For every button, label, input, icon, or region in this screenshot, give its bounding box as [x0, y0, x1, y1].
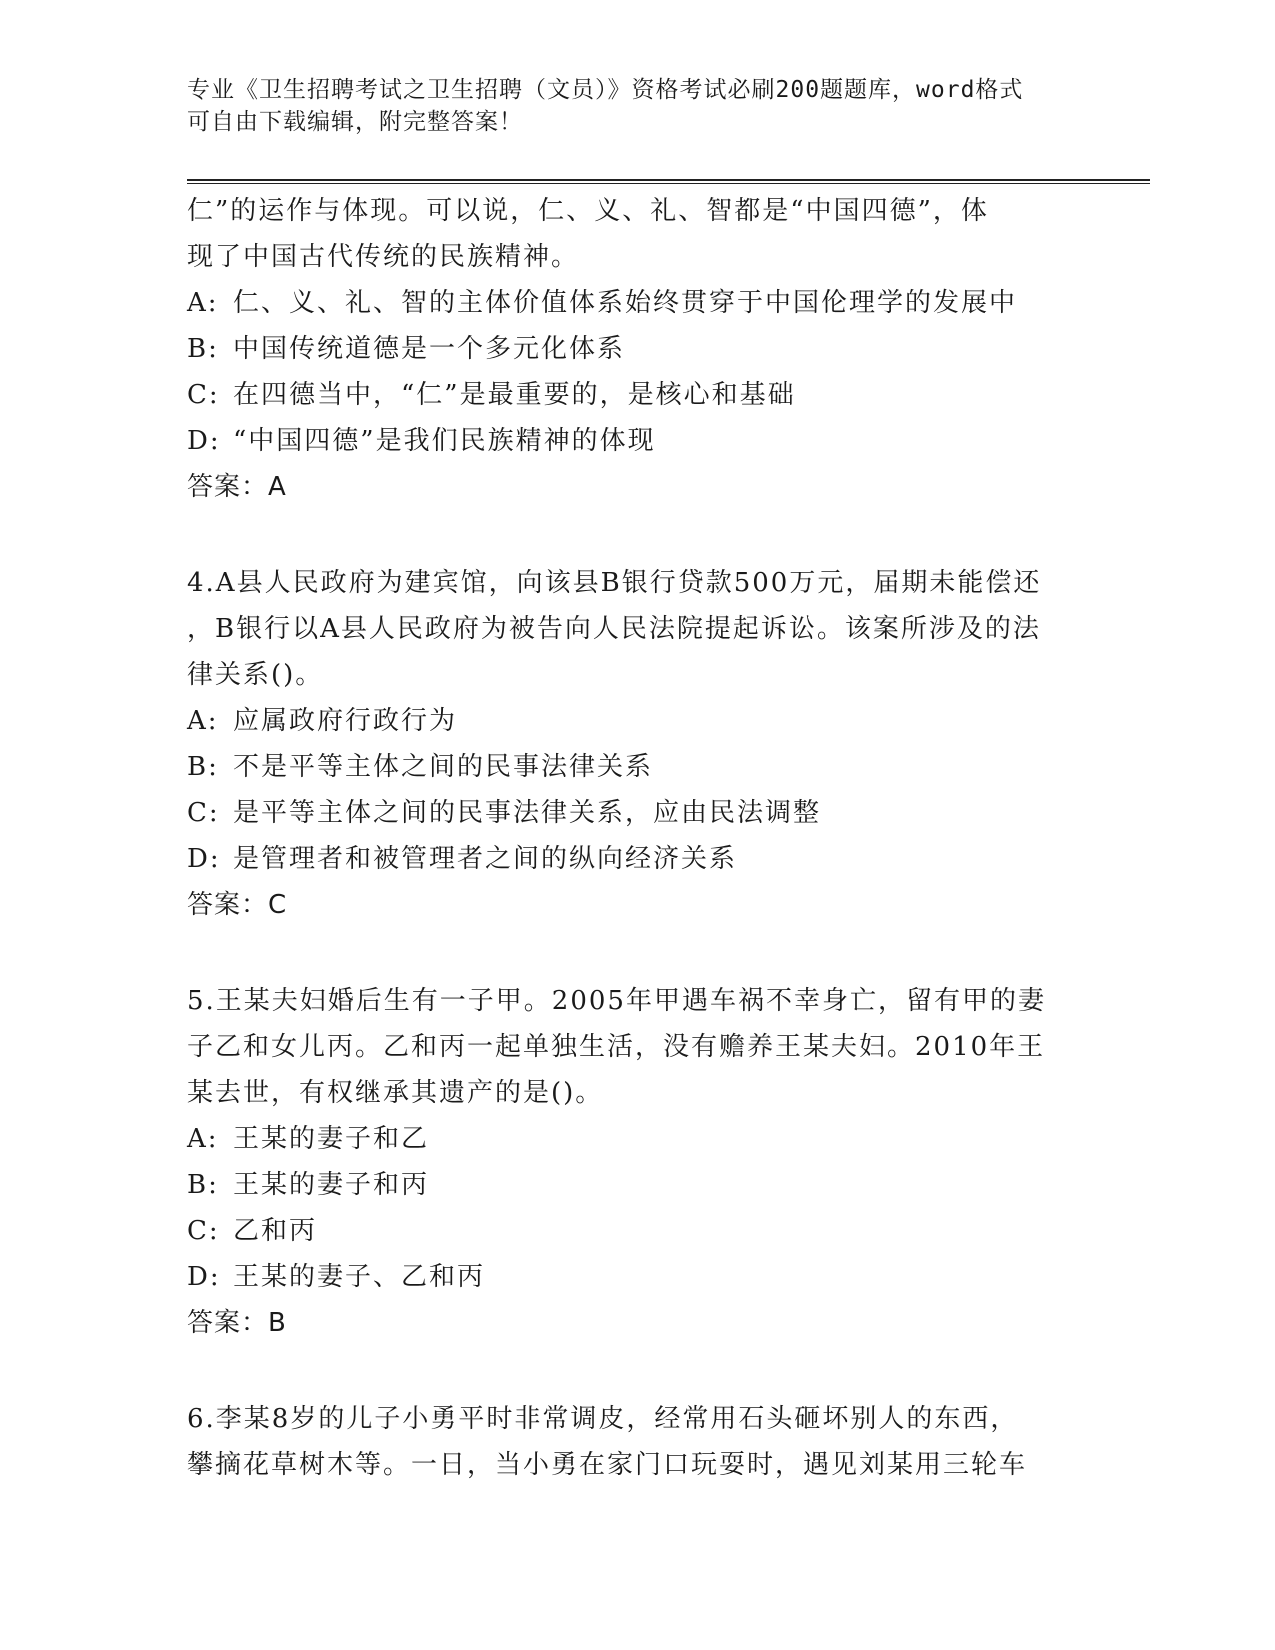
option-letter: C: [187, 1216, 220, 1246]
question-3-continuation [187, 188, 1117, 510]
question-5 [187, 978, 1117, 1346]
question-text-line: 攀摘花草树木等。一日，当小勇在家门口玩耍时，遇见刘某用三轮车 [187, 1450, 1028, 1480]
option-letter: B: [187, 1170, 219, 1200]
question-text-line: 现了中国古代传统的民族精神。 [187, 242, 580, 272]
option-letter: A: [187, 1124, 219, 1154]
option-letter: D: [187, 1262, 221, 1292]
option-text: 在四德当中，“仁”是最重要的，是核心和基础 [233, 380, 796, 410]
question-text-line: ，B银行以A县人民政府为被告向人民法院提起诉讼。该案所涉及的法 [187, 614, 1041, 644]
option-d [187, 836, 1117, 882]
option-letter: D: [187, 426, 221, 456]
option-d [187, 418, 1117, 464]
question-text-line: 4.A县人民政府为建宾馆，向该县B银行贷款500万元，届期未能偿还 [187, 568, 1042, 598]
option-c [187, 372, 1117, 418]
option-b [187, 1162, 1117, 1208]
option-b [187, 326, 1117, 372]
option-letter: D: [187, 844, 221, 874]
option-letter: B: [187, 334, 219, 364]
question-text-line: 某去世，有权继承其遗产的是()。 [187, 1078, 604, 1108]
option-text: 王某的妻子、乙和丙 [233, 1262, 486, 1292]
question-text-line: 律关系()。 [187, 660, 324, 690]
option-text: 是管理者和被管理者之间的纵向经济关系 [233, 844, 738, 874]
option-text: 王某的妻子和乙 [233, 1124, 430, 1154]
option-text: 仁、义、礼、智的主体价值体系始终贯穿于中国伦理学的发展中 [233, 288, 1018, 318]
question-text-line: 5.王某夫妇婚后生有一子甲。2005年甲遇车祸不幸身亡，留有甲的妻 [187, 986, 1046, 1016]
option-d [187, 1254, 1117, 1300]
answer-line: 答案：B [187, 1308, 287, 1338]
answer-line: 答案：A [187, 472, 287, 502]
option-a [187, 280, 1117, 326]
option-text: 中国传统道德是一个多元化体系 [233, 334, 626, 364]
question-text-line: 子乙和女儿丙。乙和丙一起单独生活，没有赡养王某夫妇。2010年王 [187, 1032, 1046, 1062]
option-a [187, 698, 1117, 744]
option-text: 不是平等主体之间的民事法律关系 [233, 752, 654, 782]
question-6 [187, 1396, 1117, 1488]
answer-line: 答案：C [187, 890, 288, 920]
question-text-line: 仁”的运作与体现。可以说，仁、义、礼、智都是“中国四德”，体 [187, 196, 989, 226]
question-4 [187, 560, 1117, 928]
document-body [187, 188, 1117, 1488]
option-c [187, 1208, 1117, 1254]
option-letter: A: [187, 288, 219, 318]
question-text-line: 6.李某8岁的儿子小勇平时非常调皮，经常用石头砸坏别人的东西， [187, 1404, 1019, 1434]
option-letter: C: [187, 798, 220, 828]
option-text: 是平等主体之间的民事法律关系，应由民法调整 [233, 798, 822, 828]
option-text: 王某的妻子和丙 [233, 1170, 430, 1200]
page-header [187, 74, 1087, 138]
option-letter: C: [187, 380, 220, 410]
option-c [187, 790, 1117, 836]
option-b [187, 744, 1117, 790]
option-text: 乙和丙 [233, 1216, 318, 1246]
option-text: 应属政府行政行为 [233, 706, 458, 736]
option-letter: A: [187, 706, 219, 736]
header-line-1: 专业《卫生招聘考试之卫生招聘（文员）》资格考试必刷200题题库，word格式 [187, 77, 1024, 103]
header-divider [187, 179, 1150, 184]
option-a [187, 1116, 1117, 1162]
option-letter: B: [187, 752, 219, 782]
header-line-2: 可自由下载编辑，附完整答案！ [187, 109, 523, 135]
option-text: “中国四德”是我们民族精神的体现 [233, 426, 656, 456]
